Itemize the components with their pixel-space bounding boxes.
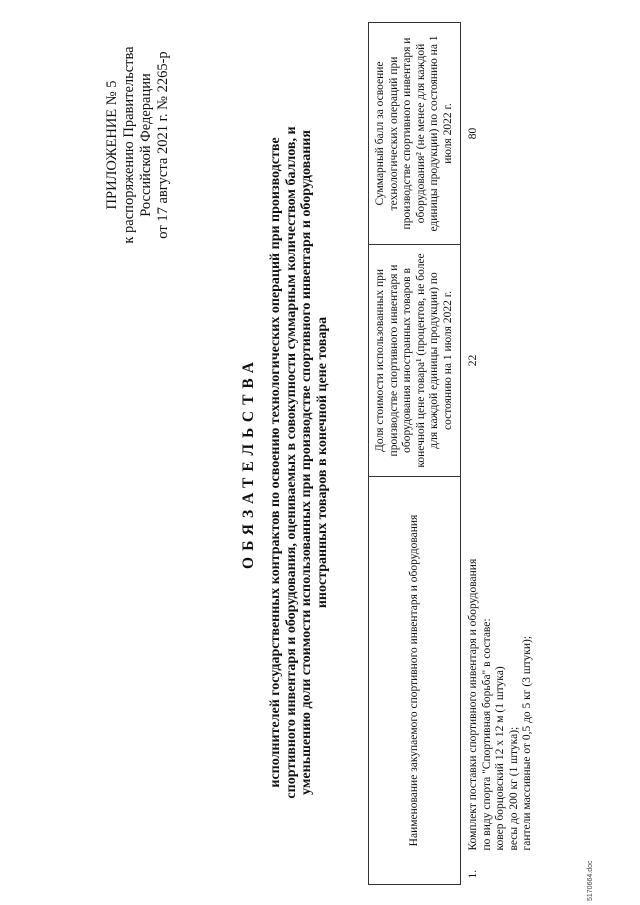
appendix-date: от 17 августа 2021 г. № 2265-р bbox=[155, 51, 171, 239]
row-number: 1. bbox=[467, 869, 479, 879]
appendix-header bbox=[104, 30, 172, 260]
document-title: ОБЯЗАТЕЛЬСТВА bbox=[240, 356, 257, 569]
item-line: по виду спорта "Спортивная борьба" в составе: bbox=[480, 618, 493, 851]
table-header-row bbox=[369, 22, 461, 884]
header-name: Наименование закупаемого спортивного инвентаря и оборудования bbox=[369, 476, 461, 884]
obligations-table bbox=[368, 22, 541, 885]
rotated-document-sheet bbox=[0, 20, 600, 905]
appendix-reference: к распоряжению Правительства bbox=[121, 46, 137, 244]
item-line: гантели массивные от 0,5 до 5 кг (3 штуки); bbox=[521, 635, 533, 851]
row-item-name bbox=[461, 476, 541, 856]
item-line: весы до 200 кг (1 штука); bbox=[507, 726, 520, 851]
appendix-authority: Российской Федерации bbox=[138, 73, 154, 217]
row-total-score: 80 bbox=[467, 127, 479, 140]
document-subtitle: исполнителей государственных контрактов по освоению технологических операций при производстве спортивного инвентаря и оборудования, оцениваемых в совокупности суммарным количеством баллов, и уменьшению доли стоимости использованных при производстве спортивного инвентаря и оборудования иностранных товаров в конечной цене товара bbox=[268, 126, 330, 799]
appendix-number: ПРИЛОЖЕНИЕ № 5 bbox=[104, 80, 120, 210]
item-line: ковер борцовский 12 x 12 м (1 штука) bbox=[494, 666, 506, 851]
item-line: Комплект поставки спортивного инвентаря и оборудования bbox=[467, 558, 479, 851]
table-row bbox=[461, 22, 541, 884]
header-total-score: Суммарный балл за освоение технологических операций при производстве спортивного инвентаря и оборудования² (не менее для каждой единицы продукции) по состоянию на 1 июля 2022 г. bbox=[369, 22, 461, 244]
row-foreign-share: 22 bbox=[467, 354, 479, 367]
document-id: 5170664.doc bbox=[587, 860, 594, 901]
header-foreign-share: Доля стоимости использованных при производстве спортивного инвентаря и оборудования иностранных товаров в конечной цене товара¹ (процентов, не более для каждой единицы продукции) по состоянию на 1 июля 2022 г. bbox=[369, 244, 461, 476]
